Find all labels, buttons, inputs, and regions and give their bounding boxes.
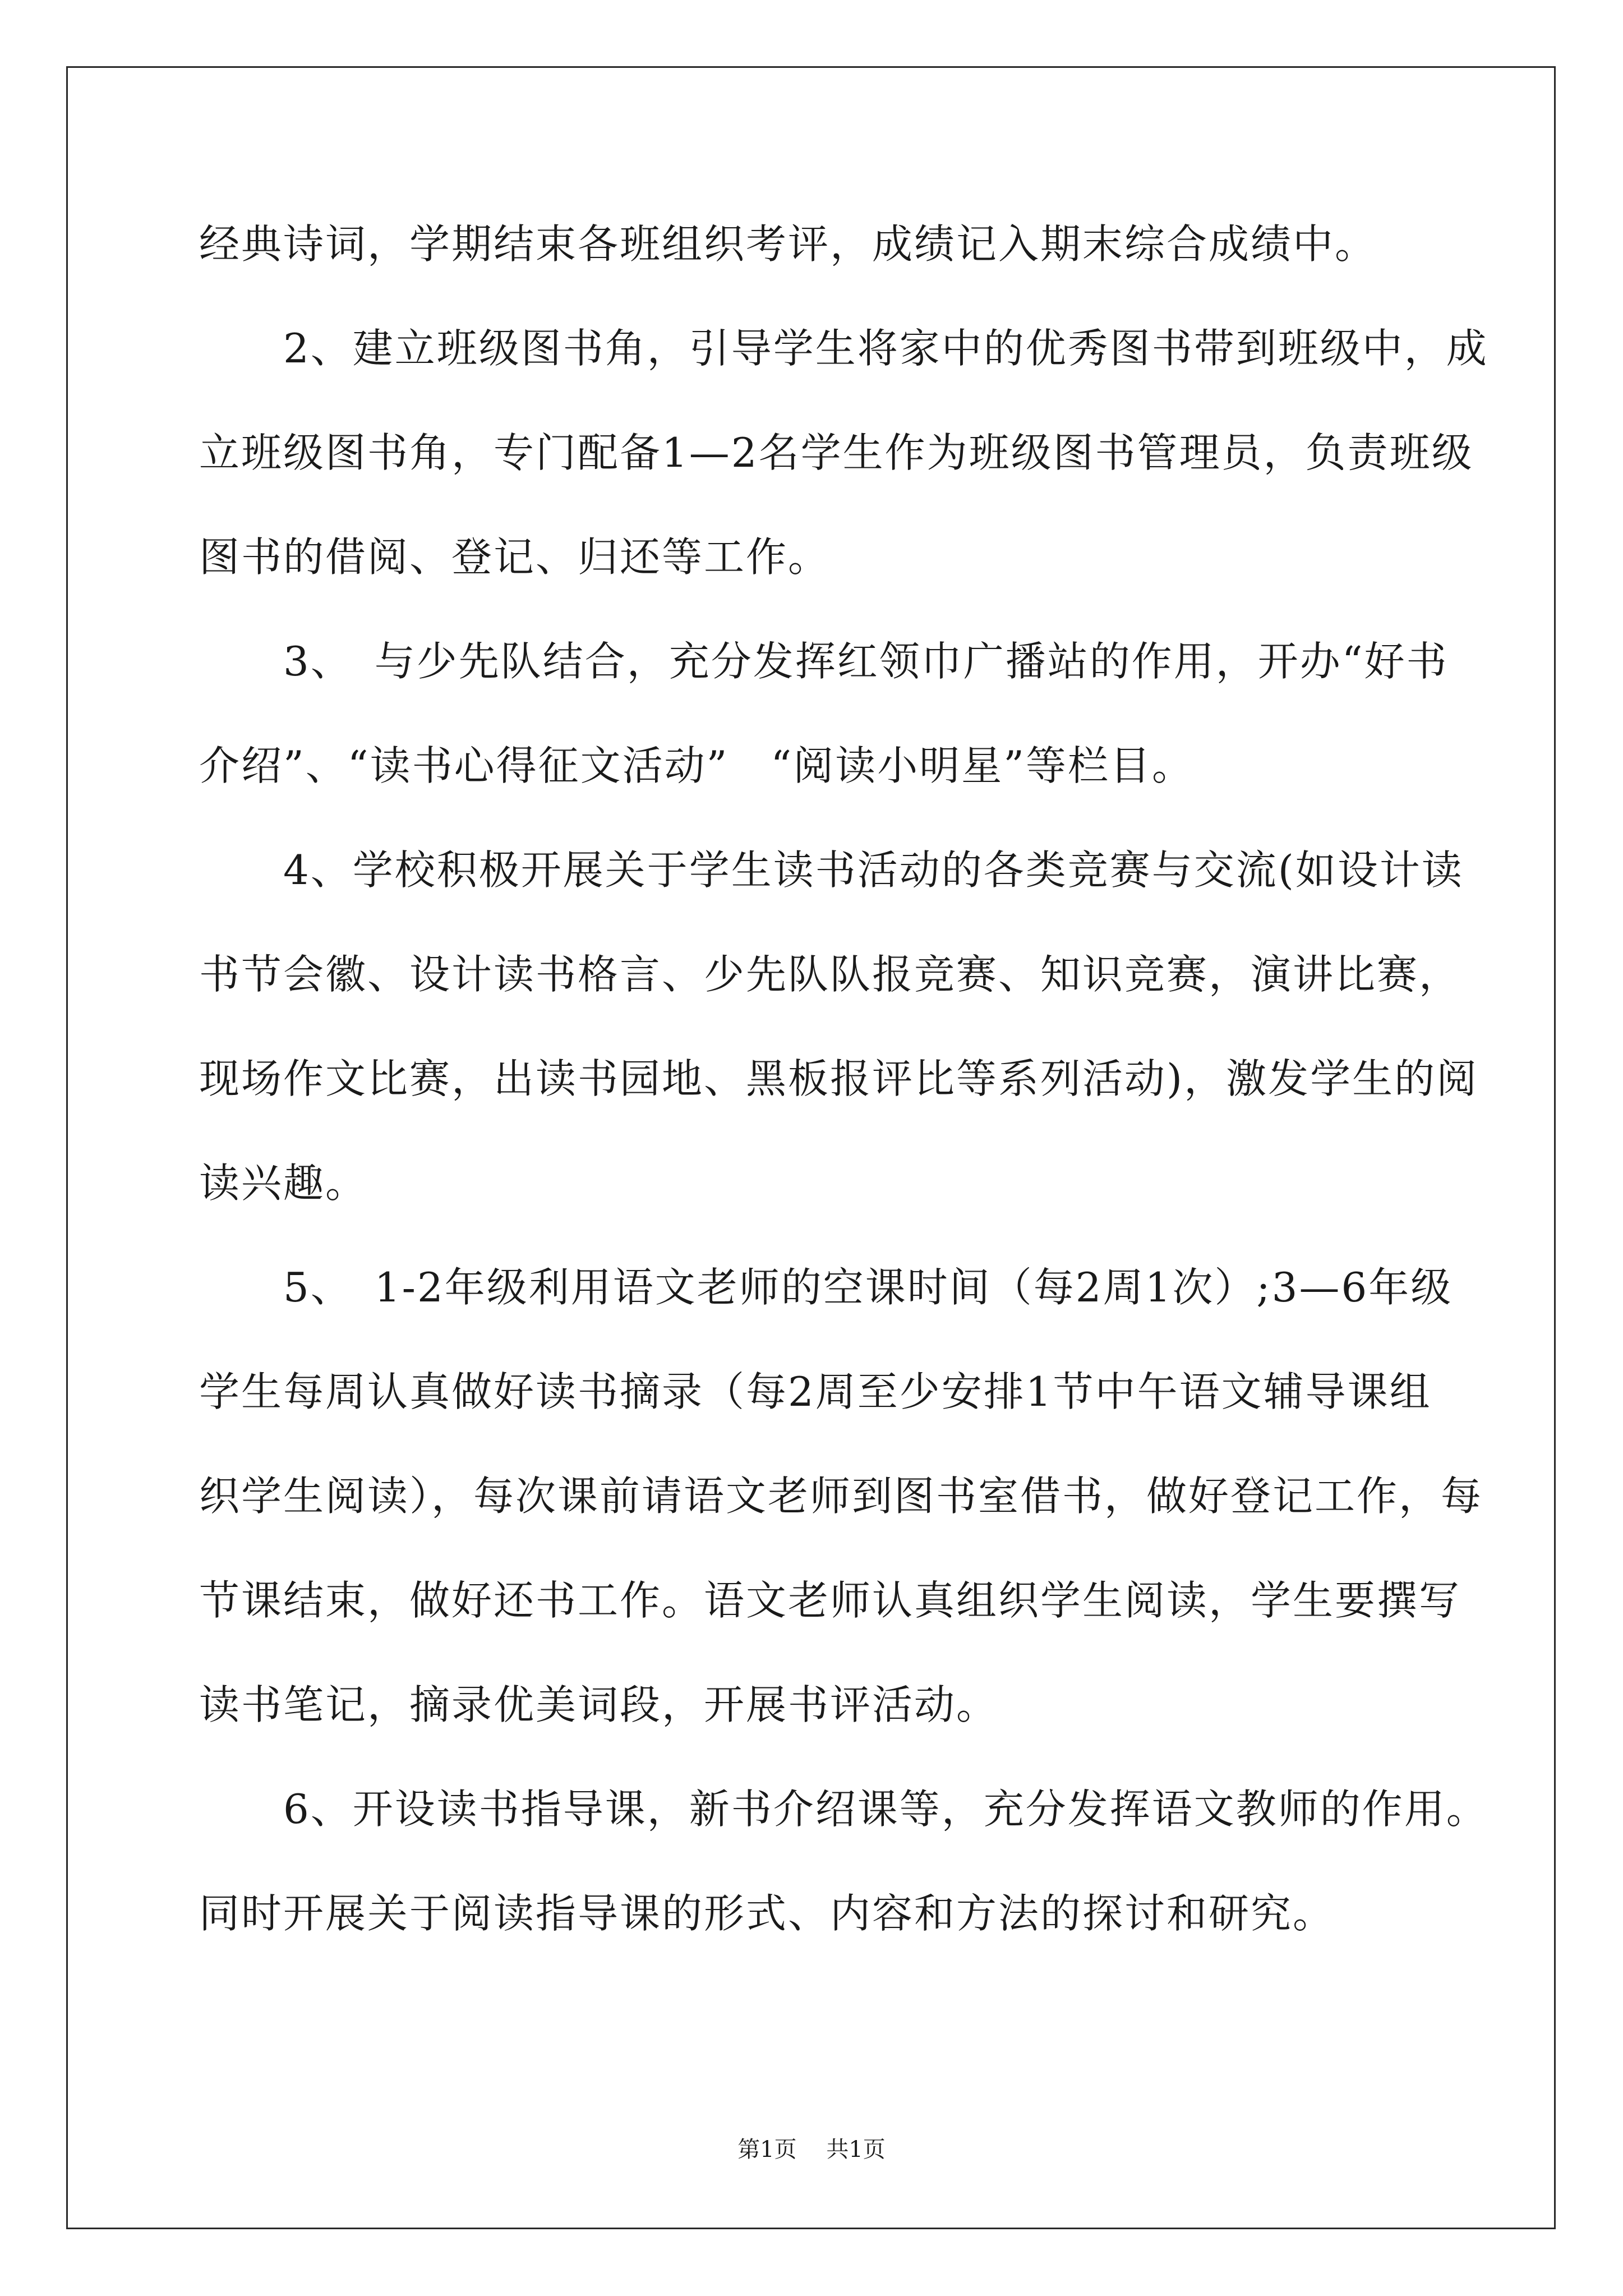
text-line: 学生每周认真做好读书摘录（每2周至少安排1节中午语文辅导课组: [199, 1368, 1432, 1415]
text-line: 经典诗词，学期结束各班组织考评，成绩记入期末综合成绩中。: [199, 220, 1377, 268]
text-line: 节课结束，做好还书工作。语文老师认真组织学生阅读，学生要撰写: [199, 1577, 1461, 1624]
text-line: 立班级图书角，专门配备1—2名学生作为班级图书管理员，负责班级: [199, 429, 1474, 476]
text-line: 2、建立班级图书角，引导学生将家中的优秀图书带到班级中，成: [199, 325, 1488, 372]
page-number: 第1页: [737, 2137, 797, 2162]
text-line: 4、学校积极开展关于学生读书活动的各类竞赛与交流(如设计读: [199, 846, 1464, 894]
text-line: 读书笔记，摘录优美词段，开展书评活动。: [199, 1681, 999, 1728]
page-footer: [0, 2136, 1623, 2164]
text-line: 介绍”、“读书心得征文活动” “阅读小明星”等栏目。: [199, 742, 1195, 789]
text-line: 3、 与少先队结合，充分发挥红领巾广播站的作用，开办“好书: [199, 638, 1449, 685]
text-line: 6、开设读书指导课，新书介绍课等，充分发挥语文教师的作用。: [199, 1786, 1488, 1833]
text-line: 同时开展关于阅读指导课的形式、内容和方法的探讨和研究。: [199, 1890, 1335, 1937]
text-line: 织学生阅读），每次课前请语文老师到图书室借书，做好登记工作，每: [199, 1473, 1483, 1520]
text-line: 书节会徽、设计读书格言、少先队队报竞赛、知识竞赛，演讲比赛，: [199, 951, 1461, 998]
text-line: 图书的借阅、登记、归还等工作。: [199, 533, 831, 581]
page-total: 共1页: [826, 2137, 886, 2162]
text-line: 现场作文比赛，出读书园地、黑板报评比等系列活动)，激发学生的阅: [199, 1055, 1479, 1102]
text-line: 读兴趣。: [199, 1159, 368, 1207]
text-line: 5、 1-2年级利用语文老师的空课时间（每2周1次）;3—6年级: [199, 1264, 1453, 1311]
